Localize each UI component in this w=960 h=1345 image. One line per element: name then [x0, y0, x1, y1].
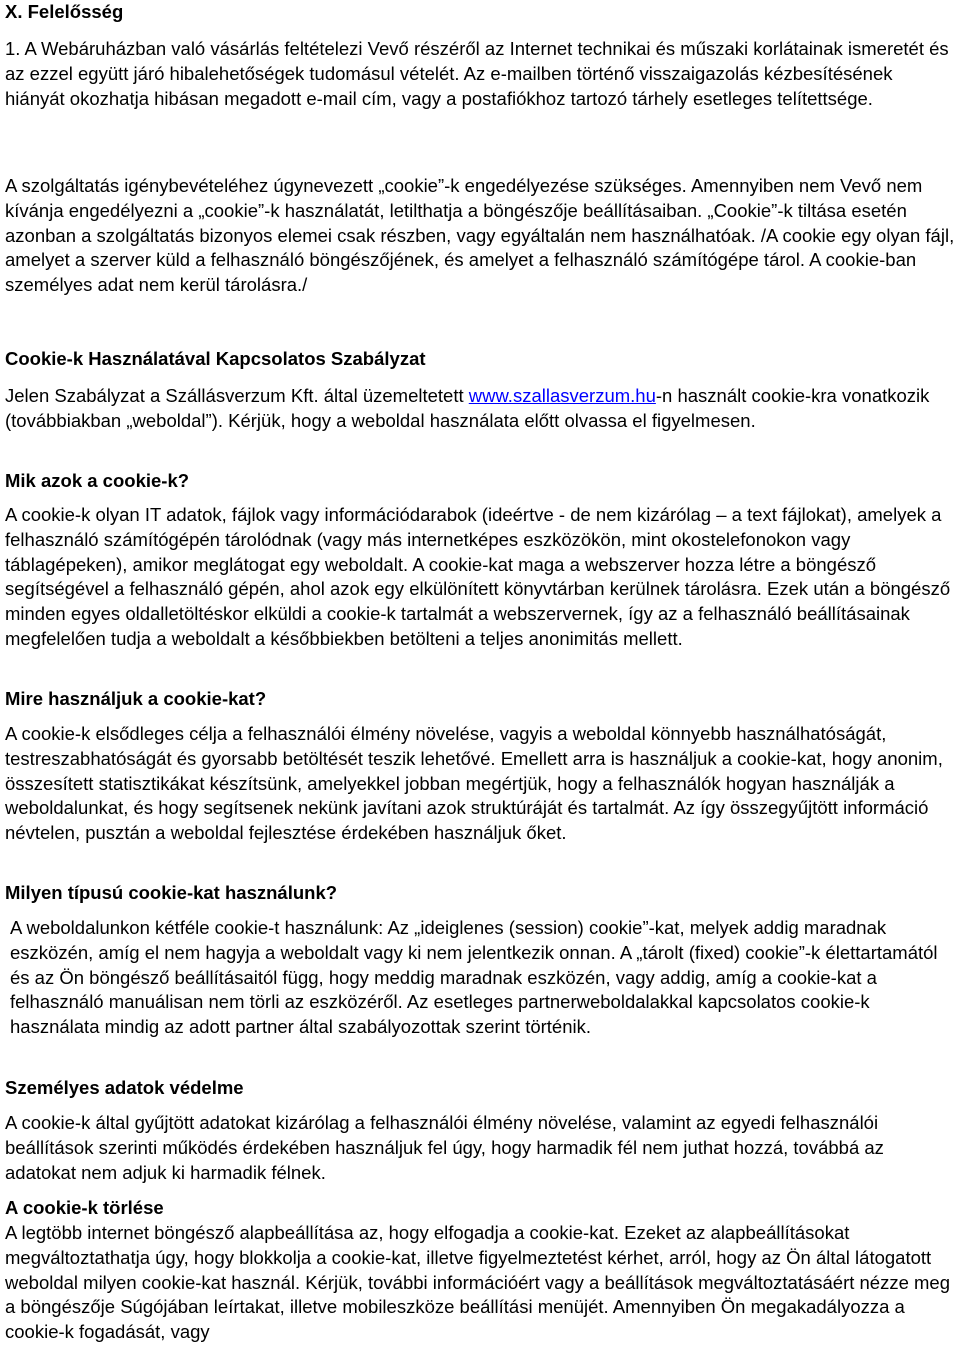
paragraph-why-cookies: A cookie-k elsődleges célja a felhasználói élmény növelése, vagyis a weboldal könnyebb használhatóságát, testreszabhatóságát és gyorsabb betöltését teszik lehetővé. Emellett arra is használjuk a cookie-kat, hogy anonim, összesített statisztikákat készítsünk, amelyekkel jobban megértjük, hogy a felhasználók hogyan használják a weboldalunkat, és hogy segítsenek nekünk javítani azok struktúráját és tartalmát. Az így összegyűjtött információ névtelen, pusztán a weboldal fejlesztése érdekében használjuk őket. — [5, 723, 943, 844]
heading-cookie-deletion: A cookie-k törlése — [5, 1197, 164, 1218]
paragraph-what-are-cookies: A cookie-k olyan IT adatok, fájlok vagy információdarabok (ideértve - de nem kizárólag – a text fájlokat), amelyek a felhasználó számítógépén tárolódnak (vagy más internetképes eszközökön, mint okostelefonokon vagy táblagépeken), amikor meglátogat egy weboldalt. A cookie-kat maga a webszerver hozza létre a böngésző segítségével a felhasználó gépén, ahol azok egy elkülönített könyvtárban kerülnek tárolásra. Ezek után a böngésző minden egyes oldalletöltéskor elküldi a cookie-k tartalmát a webszervernek, így az a felhasználó beállításainak megfelelően tudja a weboldalt a későbbiekben betölteni a teljes anonimitás mellett. — [5, 504, 951, 649]
heading-what-are-cookies: Mik azok a cookie-k? — [5, 470, 190, 491]
paragraph-internet-limits: 1. A Webáruházban való vásárlás feltételezi Vevő részéről az Internet technikai és műszaki korlátainak ismeretét és az ezzel együtt járó hibalehetőségek tudomásul vételét. Az e-mailben történő visszaigazolás kézbesítésének hiányát okozhatja hibásan megadott e-mail cím, vagy a postafiókhoz tartozó tárhely esetleges telítettsége. — [5, 38, 949, 109]
paragraph-personal-data: A cookie-k által gyűjtött adatokat kizárólag a felhasználói élmény növelése, valamint az egyedi felhasználói beállítások szerinti működés érdekében használjuk fel úgy, hogy harmadik fél nem juthat hozzá, továbbá az adatokat nem adjuk ki harmadik félnek. — [5, 1112, 884, 1183]
policy-scope-text-before: Jelen Szabályzat a Szállásverzum Kft. által üzemeltetett — [5, 385, 469, 406]
policy-scope-text-after: -n használt cookie-kra vonatkozik (továbbiakban „weboldal”). Kérjük, hogy a weboldal használata előtt olvassa el figyelmesen. — [5, 385, 930, 431]
website-link[interactable]: www.szallasverzum.hu — [468, 385, 656, 406]
section-title: X. Felelősség — [5, 1, 124, 22]
paragraph-cookie-deletion: A legtöbb internet böngésző alapbeállítása az, hogy elfogadja a cookie-kat. Ezeket az alapbeállításokat megváltoztathatja úgy, hogy blokkolja a cookie-kat, illetve figyelmeztetést kérhet, arról, hogy az Ön által látogatott weboldal milyen cookie-kat használ. Kérjük, további információért vagy a beállítások megváltoztatásáért nézze meg a böngészője Súgójában leírtakat, illetve mobileszköze beállítási menüjét. Amennyiben Ön megakadályozza a cookie-k fogadását, vagy — [5, 1222, 951, 1343]
heading-why-cookies: Mire használjuk a cookie-kat? — [5, 688, 267, 709]
paragraph-cookie-types: A weboldalunkon kétféle cookie-t használunk: Az „ideiglenes (session) cookie”-kat, melyek addig maradnak eszközén, amíg el nem hagyja a weboldalt vagy ki nem jelentkezik onnan. A „tárolt (fixed) cookie”-k élettartamától és az Ön böngésző beállításaitól függ, hogy meddig maradnak eszközén, vagy addig, amíg a cookie-kat a felhasználó manuálisan nem törli az eszközéről. Az esetleges partnerweboldalakkal kapcsolatos cookie-k használata mindig az adott partner által szabályozottak szerint történik. — [10, 917, 938, 1038]
heading-personal-data: Személyes adatok védelme — [5, 1077, 244, 1098]
paragraph-cookie-consent: A szolgáltatás igénybevételéhez úgynevezett „cookie”-k engedélyezése szükséges. Amennyiben nem Vevő nem kívánja engedélyezni a „cookie”-k használatát, letilthatja a böngészője beállításaiban. „Cookie”-k tiltása esetén azonban a szolgáltatás bizonyos elemei csak részben, vagy egyáltalán nem használhatóak. /A cookie egy olyan fájl, amelyet a szerver küld a felhasználó böngészőjének, és amelyet a felhasználó számítógépe tárol. A cookie-ban személyes adat nem kerül tárolásra./ — [5, 175, 955, 296]
paragraph-policy-scope — [5, 384, 955, 434]
heading-cookie-policy: Cookie-k Használatával Kapcsolatos Szabályzat — [5, 348, 426, 369]
heading-cookie-types: Milyen típusú cookie-kat használunk? — [5, 882, 338, 903]
